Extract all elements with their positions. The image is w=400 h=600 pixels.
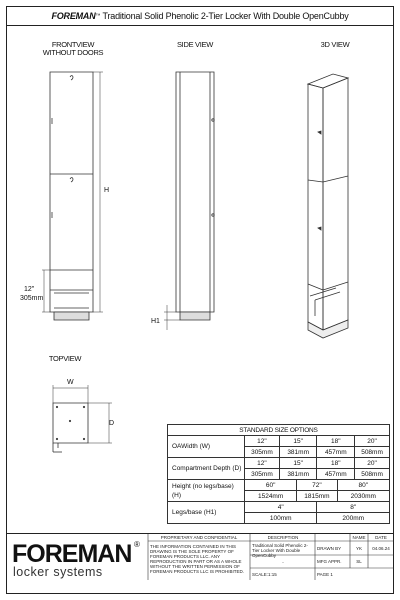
dim-w	[53, 385, 88, 403]
cell: 12"	[245, 436, 280, 447]
side-view-label: SIDE VIEW	[176, 40, 214, 49]
cell: 381mm	[279, 469, 317, 480]
cell: 200mm	[317, 513, 390, 524]
size-options-table	[167, 424, 390, 524]
front-view-label-line2: WITHOUT DOORS	[42, 48, 104, 57]
name-header: NAME	[352, 535, 366, 540]
logo-tagline: locker systems	[13, 565, 103, 579]
cell: 457mm	[317, 447, 355, 458]
drawn-by-value: YK	[355, 546, 362, 551]
dim-h1-label: H1	[151, 318, 160, 325]
dim-h-label: H	[104, 187, 110, 194]
cell: 1815mm	[297, 491, 337, 502]
top-view-label: TOPVIEW	[48, 354, 82, 363]
mfg-approval-value: SL	[356, 559, 362, 564]
cell: 457mm	[317, 469, 355, 480]
cell: 305mm	[245, 447, 280, 458]
dim-h1	[164, 305, 180, 330]
cell: 1524mm	[245, 491, 297, 502]
cell: 20"	[355, 436, 390, 447]
dim-w-label: W	[67, 379, 74, 386]
page-label: PAGE 1	[317, 572, 333, 577]
drawn-by-label: DRAWN BY	[317, 546, 342, 551]
cell: 4"	[245, 502, 317, 513]
description-header: DESCRIPTION	[267, 535, 299, 540]
row-label-legs: Legs/base (H1)	[168, 502, 245, 524]
cell: 508mm	[355, 447, 390, 458]
cell: 18"	[317, 436, 355, 447]
mfg-approval-label: MFG APPR.	[317, 559, 342, 564]
cell: 72"	[297, 480, 337, 491]
description-dash: -	[282, 560, 284, 565]
date-value: 04.06.24	[372, 546, 390, 551]
title-brand: FOREMAN	[51, 11, 96, 21]
cell: 381mm	[279, 447, 317, 458]
cell: 12"	[245, 458, 280, 469]
proprietary-text: THE INFORMATION CONTAINED IN THIS DRAWING IS THE SOLE PROPERTY OF FOREMAN PRODUCTS LLC. ANY REPRODUCTION IN PART OR AS A WHOLE WITHOUT THE WRITTEN PERMISSION OF FOREMAN PRODUCTS LLC IS PROHIBITED.	[150, 544, 245, 574]
side-view-drawing	[176, 72, 214, 320]
dim-h	[93, 72, 103, 312]
title-trademark: ™	[95, 13, 101, 19]
cell: 20"	[355, 458, 390, 469]
cell: 100mm	[245, 513, 317, 524]
scale-label: SCALE:1:15	[252, 572, 277, 577]
front-view-label-line1: FRONTVIEW	[51, 40, 95, 49]
row-label-depth: Compartment Depth (D)	[168, 458, 245, 480]
row-label-width: OAWidth (W)	[168, 436, 245, 458]
cell: 8"	[317, 502, 390, 513]
dim-cubby-in: 12"	[24, 286, 35, 293]
cell: 15"	[279, 436, 317, 447]
cell: 305mm	[245, 469, 280, 480]
iso-view-label: 3D VIEW	[320, 40, 350, 49]
dim-cubby-mm: 305mm	[20, 295, 44, 302]
logo-registered: ®	[134, 540, 140, 549]
front-view-drawing	[50, 72, 93, 320]
cell: 15"	[279, 458, 317, 469]
dim-cubby	[42, 270, 50, 312]
top-view-drawing	[53, 403, 88, 452]
row-label-height: Height (no legs/base) (H)	[168, 480, 245, 502]
cell: 60"	[245, 480, 297, 491]
iso-view-drawing	[308, 74, 348, 338]
title-text: Traditional Solid Phenolic 2-Tier Locker With Double OpenCubby	[100, 11, 349, 21]
cell: 80"	[337, 480, 389, 491]
foreman-logo	[12, 540, 147, 580]
cell: 18"	[317, 458, 355, 469]
date-header: DATE	[375, 535, 387, 540]
logo-brand: FOREMAN	[12, 540, 132, 568]
cell: 508mm	[355, 469, 390, 480]
proprietary-header: PROPRIETARY AND CONFIDENTIAL	[160, 535, 238, 540]
description-text: Traditional Solid Phenolic 2-Tier Locker With Double OpenCubby	[252, 543, 308, 558]
size-options-header: STANDARD SIZE OPTIONS	[168, 425, 390, 436]
cell: 2030mm	[337, 491, 389, 502]
dim-d-label: D	[109, 420, 115, 427]
